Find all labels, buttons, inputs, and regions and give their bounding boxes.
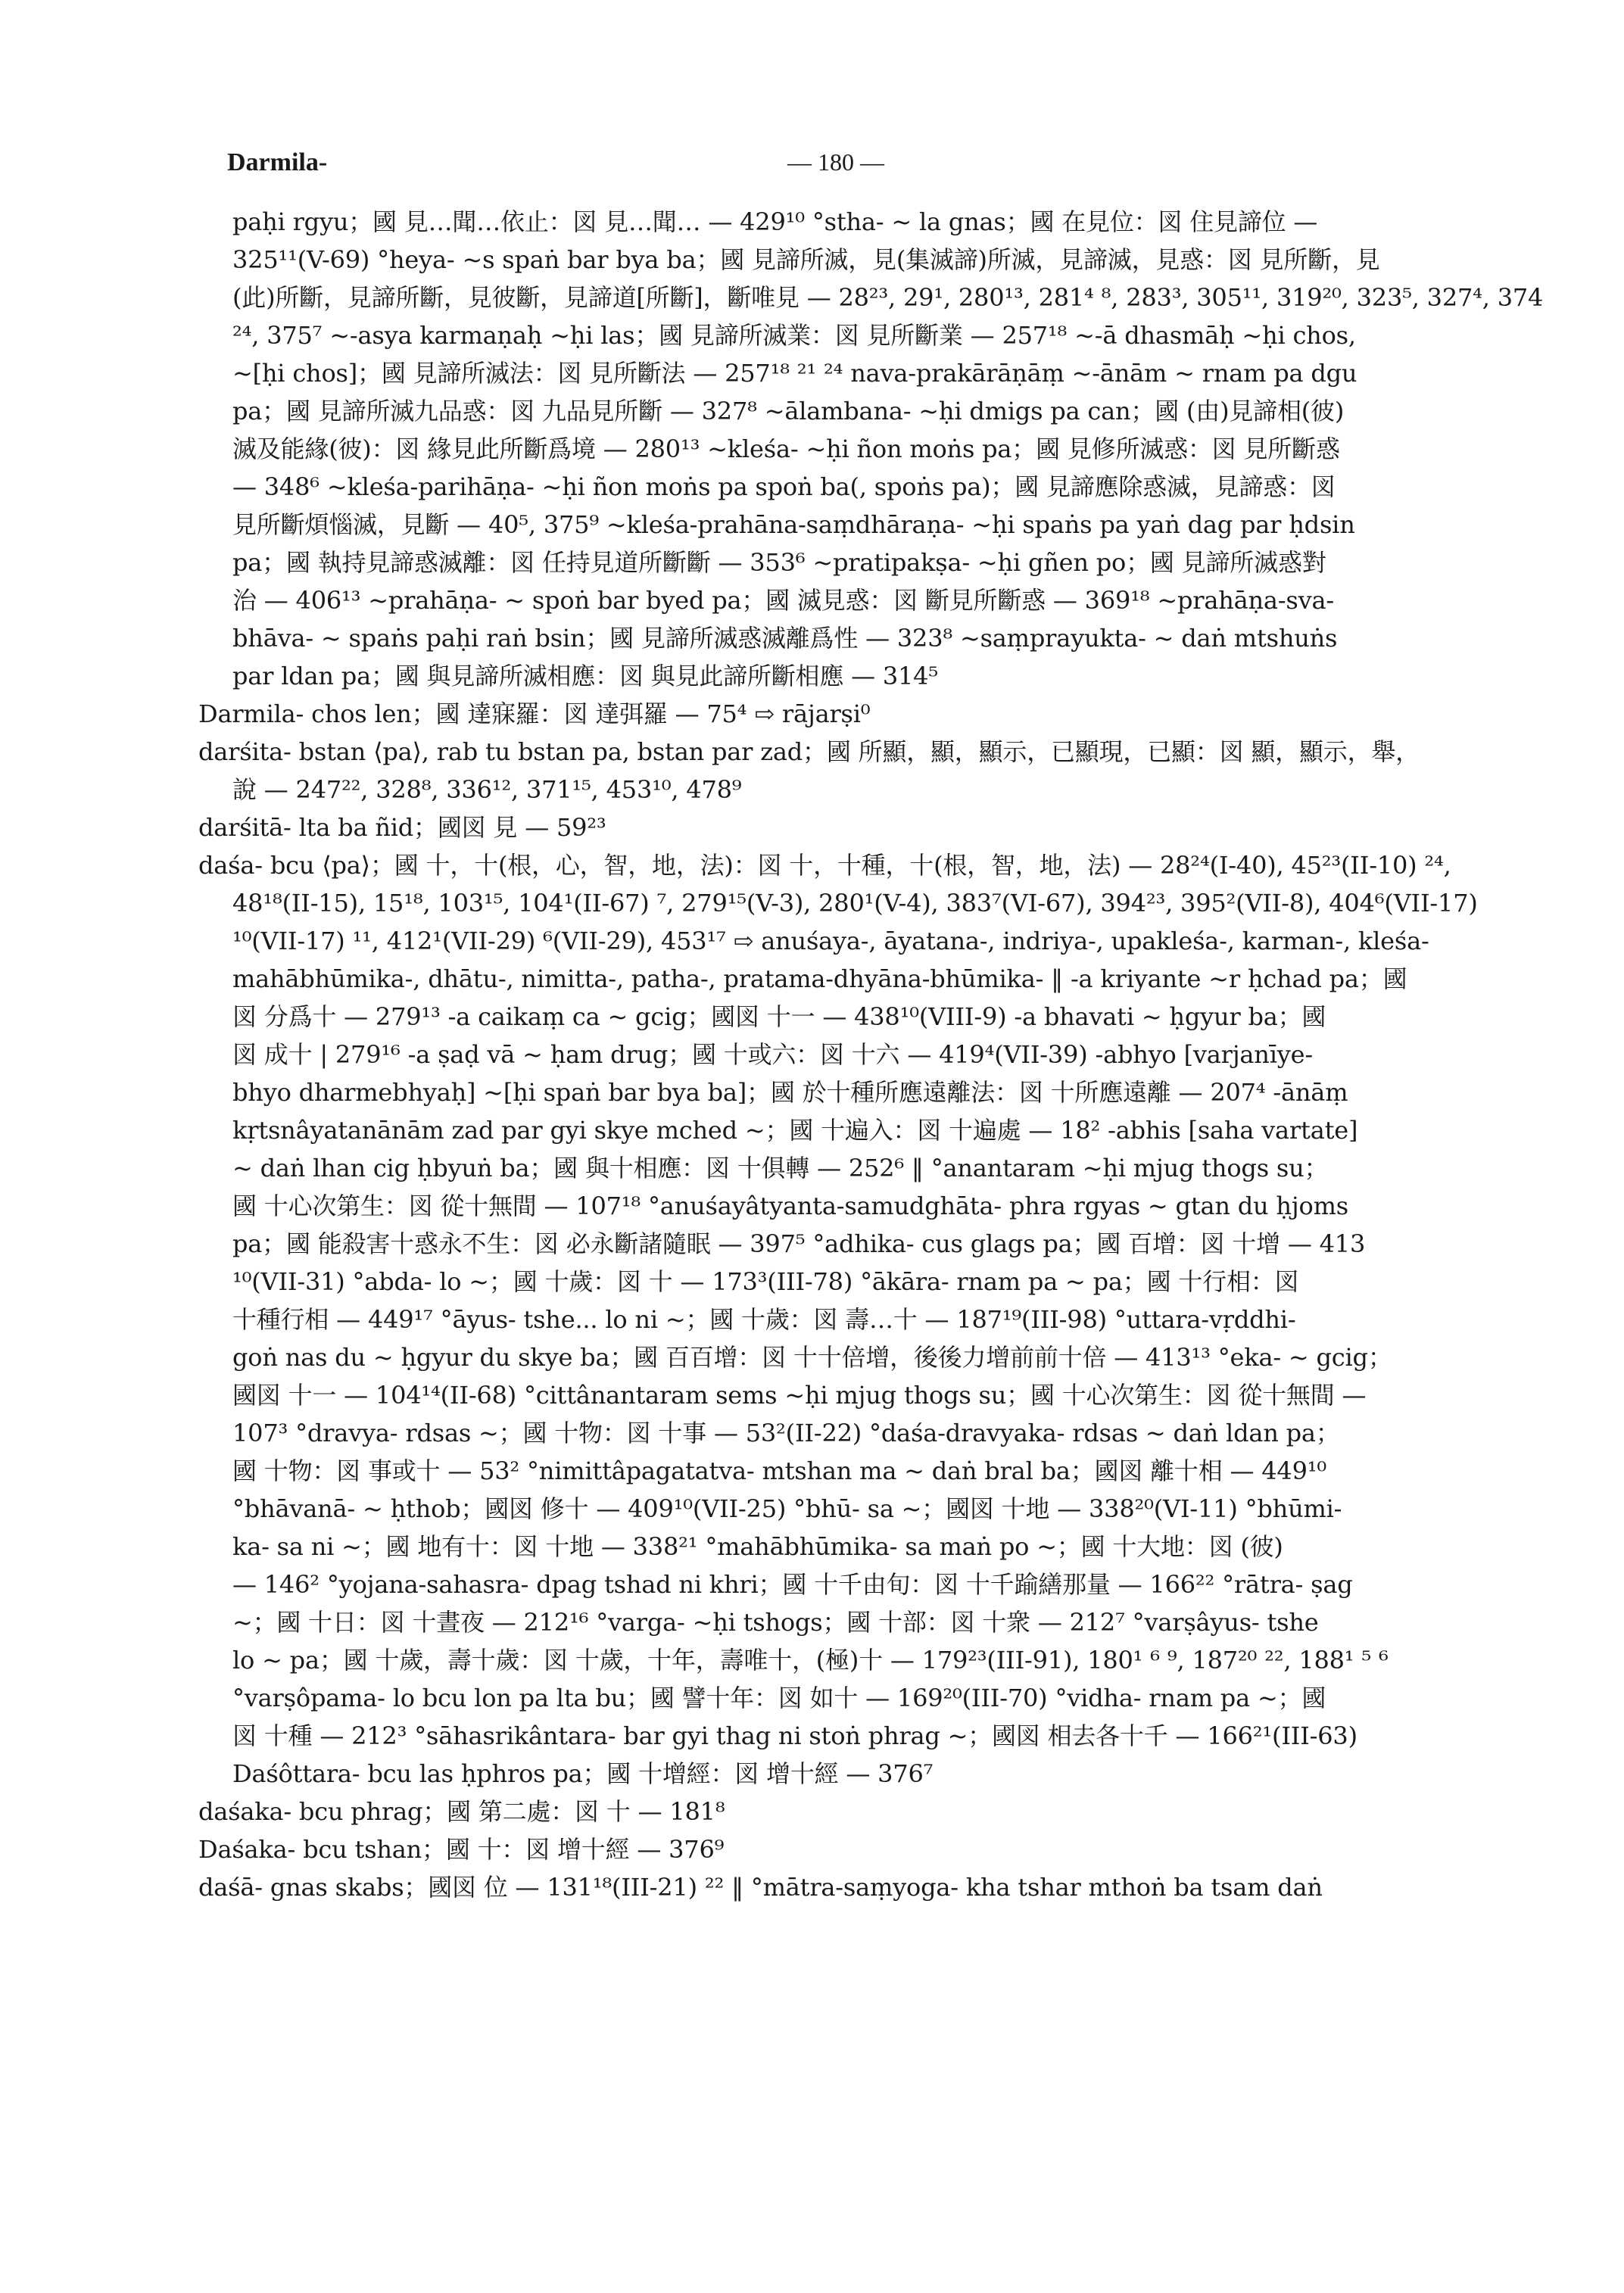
text-line: 図 成十 | 279¹⁶ -a ṣaḍ vā ~ ḥam drug；國 十或六：図 十六 — 419⁴(VII-39) -abhyo [varjanīye- [232, 1040, 1313, 1069]
text-line: 107³ °dravya- rdsas ~；國 十物：図 十事 — 53²(II-22) °daśa-dravyaka- rdsas ~ daṅ ldan pa； [232, 1419, 1340, 1447]
entry-line: darśitā- lta ba ñid；國図 見 — 59²³ [198, 813, 606, 842]
text-line: ~[ḥi chos]；國 見諦所滅法：図 見所斷法 — 257¹⁸ ²¹ ²⁴ nava-prakārāṇāṃ ~-ānām ~ rnam pa dgu [232, 359, 1357, 388]
header-entry-word: Darmila- [227, 148, 328, 176]
text-line: — 348⁶ ~kleśa-parihāṇa- ~ḥi ñon moṅs pa spoṅ ba(, spoṅs pa)；國 見諦應除惑滅，見諦惑：図 [232, 472, 1336, 501]
text-line: ²⁴, 375⁷ ~-asya karmaṇaḥ ~ḥi las；國 見諦所滅業：図 見所斷業 — 257¹⁸ ~-ā dhasmāḥ ~ḥi chos, [232, 321, 1356, 350]
text-line: lo ~ pa；國 十歲，壽十歲：図 十歲，十年，壽唯十，(極)十 — 179²³(III-91), 180¹ ⁶ ⁹, 187²⁰ ²², 188¹ ⁵ ⁶ [232, 1646, 1389, 1675]
text-line: 治 — 406¹³ ~prahāṇa- ~ spoṅ bar byed pa；國 滅見惑：図 斷見所斷惑 — 369¹⁸ ~prahāṇa-sva- [232, 586, 1335, 615]
entry-line: daśaka- bcu phrag；國 第二處：図 十 — 181⁸ [198, 1797, 725, 1826]
page-number: — 180 — [787, 148, 884, 176]
text-line: 說 — 247²², 328⁸, 336¹², 371¹⁵, 453¹⁰, 478⁹ [232, 775, 742, 804]
text-line: ~；國 十日：図 十晝夜 — 212¹⁶ °varga- ~ḥi tshogs；國 十部：図 十衆 — 212⁷ °varṣâyus- tshe [232, 1608, 1319, 1637]
text-line: 325¹¹(V-69) °heya- ~s spaṅ bar bya ba；國 見諦所滅，見(集滅諦)所滅，見諦滅，見惑：図 見所斷，見 [232, 245, 1380, 274]
text-line: — 146² °yojana-sahasra- dpag tshad ni khri；國 十千由旬：図 十千踰繕那量 — 166²² °rātra- ṣag [232, 1570, 1353, 1599]
text-line: 図 十種 — 212³ °sāhasrikântara- bar gyi thag ni stoṅ phrag ~；國図 相去各十千 — 166²¹(III-63) [232, 1721, 1357, 1750]
text-line: 見所斷煩惱滅，見斷 — 40⁵, 375⁹ ~kleśa-prahāna-saṃdhāraṇa- ~ḥi spaṅs pa yaṅ dag par ḥdsin [232, 510, 1355, 539]
text-line: bhāva- ~ spaṅs paḥi raṅ bsin；國 見諦所滅惑滅離爲性 — 323⁸ ~saṃprayukta- ~ daṅ mtshuṅs [232, 624, 1338, 653]
entry-line: daśa- bcu ⟨pa⟩；國 十，十(根，心，智，地，法)：図 十，十種，十(根，智，地，法) — 28²⁴(I-40), 45²³(II-10) ²⁴, [198, 851, 1451, 880]
text-line: pa；國 能殺害十惑永不生：図 必永斷諸隨眠 — 397⁵ °adhika- cus glags pa；國 百增：図 十增 — 413 [232, 1229, 1366, 1258]
text-line: ¹⁰(VII-17) ¹¹, 412¹(VII-29) ⁶(VII-29), 453¹⁷ ⇨ anuśaya-, āyatana-, indriya-, upakleśa-, karman-, kleśa- [232, 927, 1429, 955]
text-line: 図 分爲十 — 279¹³ -a caikaṃ ca ~ gcig；國図 十一 — 438¹⁰(VIII-9) -a bhavati ~ ḥgyur ba；國 [232, 1002, 1326, 1031]
text-line: ka- sa ni ~；國 地有十：図 十地 — 338²¹ °mahābhūmika- sa maṅ po ~；國 十大地：図 (彼) [232, 1532, 1283, 1561]
text-line: 48¹⁸(II-15), 15¹⁸, 103¹⁵, 104¹(II-67) ⁷, 279¹⁵(V-3), 280¹(V-4), 383⁷(VI-67), 394²³, 395²(VII-8), 404⁶(VII-17) [232, 889, 1478, 918]
text-line: 國 十物：図 事或十 — 53² °nimittâpagatatva- mtshan ma ~ daṅ bral ba；國図 離十相 — 449¹⁰ [232, 1456, 1326, 1485]
text-line: 滅及能緣(彼)：図 緣見此所斷爲境 — 280¹³ ~kleśa- ~ḥi ñon moṅs pa；國 見修所滅惑：図 見所斷惑 [232, 435, 1340, 463]
text-line: kṛtsnâyatanānām zad par gyi skye mched ~；國 十遍入：図 十遍處 — 18² -abhis [saha vartate] [232, 1116, 1358, 1145]
text-line: mahābhūmika-, dhātu-, nimitta-, patha-, pratama-dhyāna-bhūmika- ‖ -a kriyante ~r ḥchad pa；國 [232, 964, 1407, 993]
page-header [227, 148, 1541, 186]
text-line: (此)所斷，見諦所斷，見彼斷，見諦道[所斷]，斷唯見 — 28²³, 29¹, 280¹³, 281⁴ ⁸, 283³, 305¹¹, 319²⁰, 323⁵, 327⁴, 374 [232, 283, 1544, 312]
entry-line: darśita- bstan ⟨pa⟩, rab tu bstan pa, bstan par zad；國 所顯，顯，顯示，已顯現，已顯：図 顯，顯示，舉， [198, 737, 1420, 766]
entry-line: daśā- gnas skabs；國図 位 — 131¹⁸(III-21) ²² ‖ °mātra-saṃyoga- kha tshar mthoṅ ba tsam daṅ [198, 1873, 1323, 1902]
entry-line: Daśaka- bcu tshan；國 十：図 增十經 — 376⁹ [198, 1835, 725, 1864]
text-line: Daśôttara- bcu las ḥphros pa；國 十增經：図 增十經 — 376⁷ [232, 1759, 934, 1788]
text-line: pa；國 見諦所滅九品惑：図 九品見所斷 — 327⁸ ~ālambana- ~ḥi dmigs pa can；國 (由)見諦相(彼) [232, 397, 1345, 425]
text-line: °bhāvanā- ~ ḥthob；國図 修十 — 409¹⁰(VII-25) °bhū- sa ~；國図 十地 — 338²⁰(VI-11) °bhūmi- [232, 1494, 1342, 1523]
text-line: °varṣôpama- lo bcu lon pa lta bu；國 譬十年：図 如十 — 169²⁰(III-70) °vidha- rnam pa ~；國 [232, 1684, 1326, 1712]
text-line: 國図 十一 — 104¹⁴(II-68) °cittânantaram sems ~ḥi mjug thogs su；國 十心次第生：図 從十無間 — [232, 1381, 1367, 1410]
text-line: bhyo dharmebhyaḥ] ~[ḥi spaṅ bar bya ba]；國 於十種所應遠離法：図 十所應遠離 — 207⁴ -ānāṃ [232, 1078, 1348, 1107]
text-line: ~ daṅ lhan cig ḥbyuṅ ba；國 與十相應：図 十俱轉 — 252⁶ ‖ °anantaram ~ḥi mjug thogs su； [232, 1154, 1329, 1182]
text-line: ¹⁰(VII-31) °abda- lo ~；國 十歲：図 十 — 173³(III-78) °ākāra- rnam pa ~ pa；國 十行相：図 [232, 1267, 1299, 1296]
text-line: 國 十心次第生：図 從十無間 — 107¹⁸ °anuśayâtyanta-samudghāta- phra rgyas ~ gtan du ḥjoms [232, 1192, 1348, 1220]
dictionary-body [198, 203, 1561, 1944]
text-line: paḥi rgyu；國 見…聞…依止：図 見…聞… — 429¹⁰ °stha- ~ la gnas；國 在見位：図 住見諦位 — [232, 207, 1318, 236]
text-line: goṅ nas du ~ ḥgyur du skye ba；國 百百增：図 十十倍增，後後力增前前十倍 — 413¹³ °eka- ~ gcig； [232, 1343, 1392, 1372]
text-line: 十種行相 — 449¹⁷ °āyus- tshe... lo ni ~；國 十歲：図 壽…十 — 187¹⁹(III-98) °uttara-vṛddhi- [232, 1305, 1296, 1334]
entry-line: Darmila- chos len；國 達寐羅：図 達弭羅 — 75⁴ ⇨ rājarṣi⁰ [198, 699, 871, 728]
text-line: pa；國 執持見諦惑滅離：図 任持見道所斷斷 — 353⁶ ~pratipakṣa- ~ḥi gñen po；國 見諦所滅惑對 [232, 548, 1326, 577]
entry-line [198, 1906, 1561, 1944]
text-line: par ldan pa；國 與見諦所滅相應：図 與見此諦所斷相應 — 314⁵ [232, 662, 938, 690]
